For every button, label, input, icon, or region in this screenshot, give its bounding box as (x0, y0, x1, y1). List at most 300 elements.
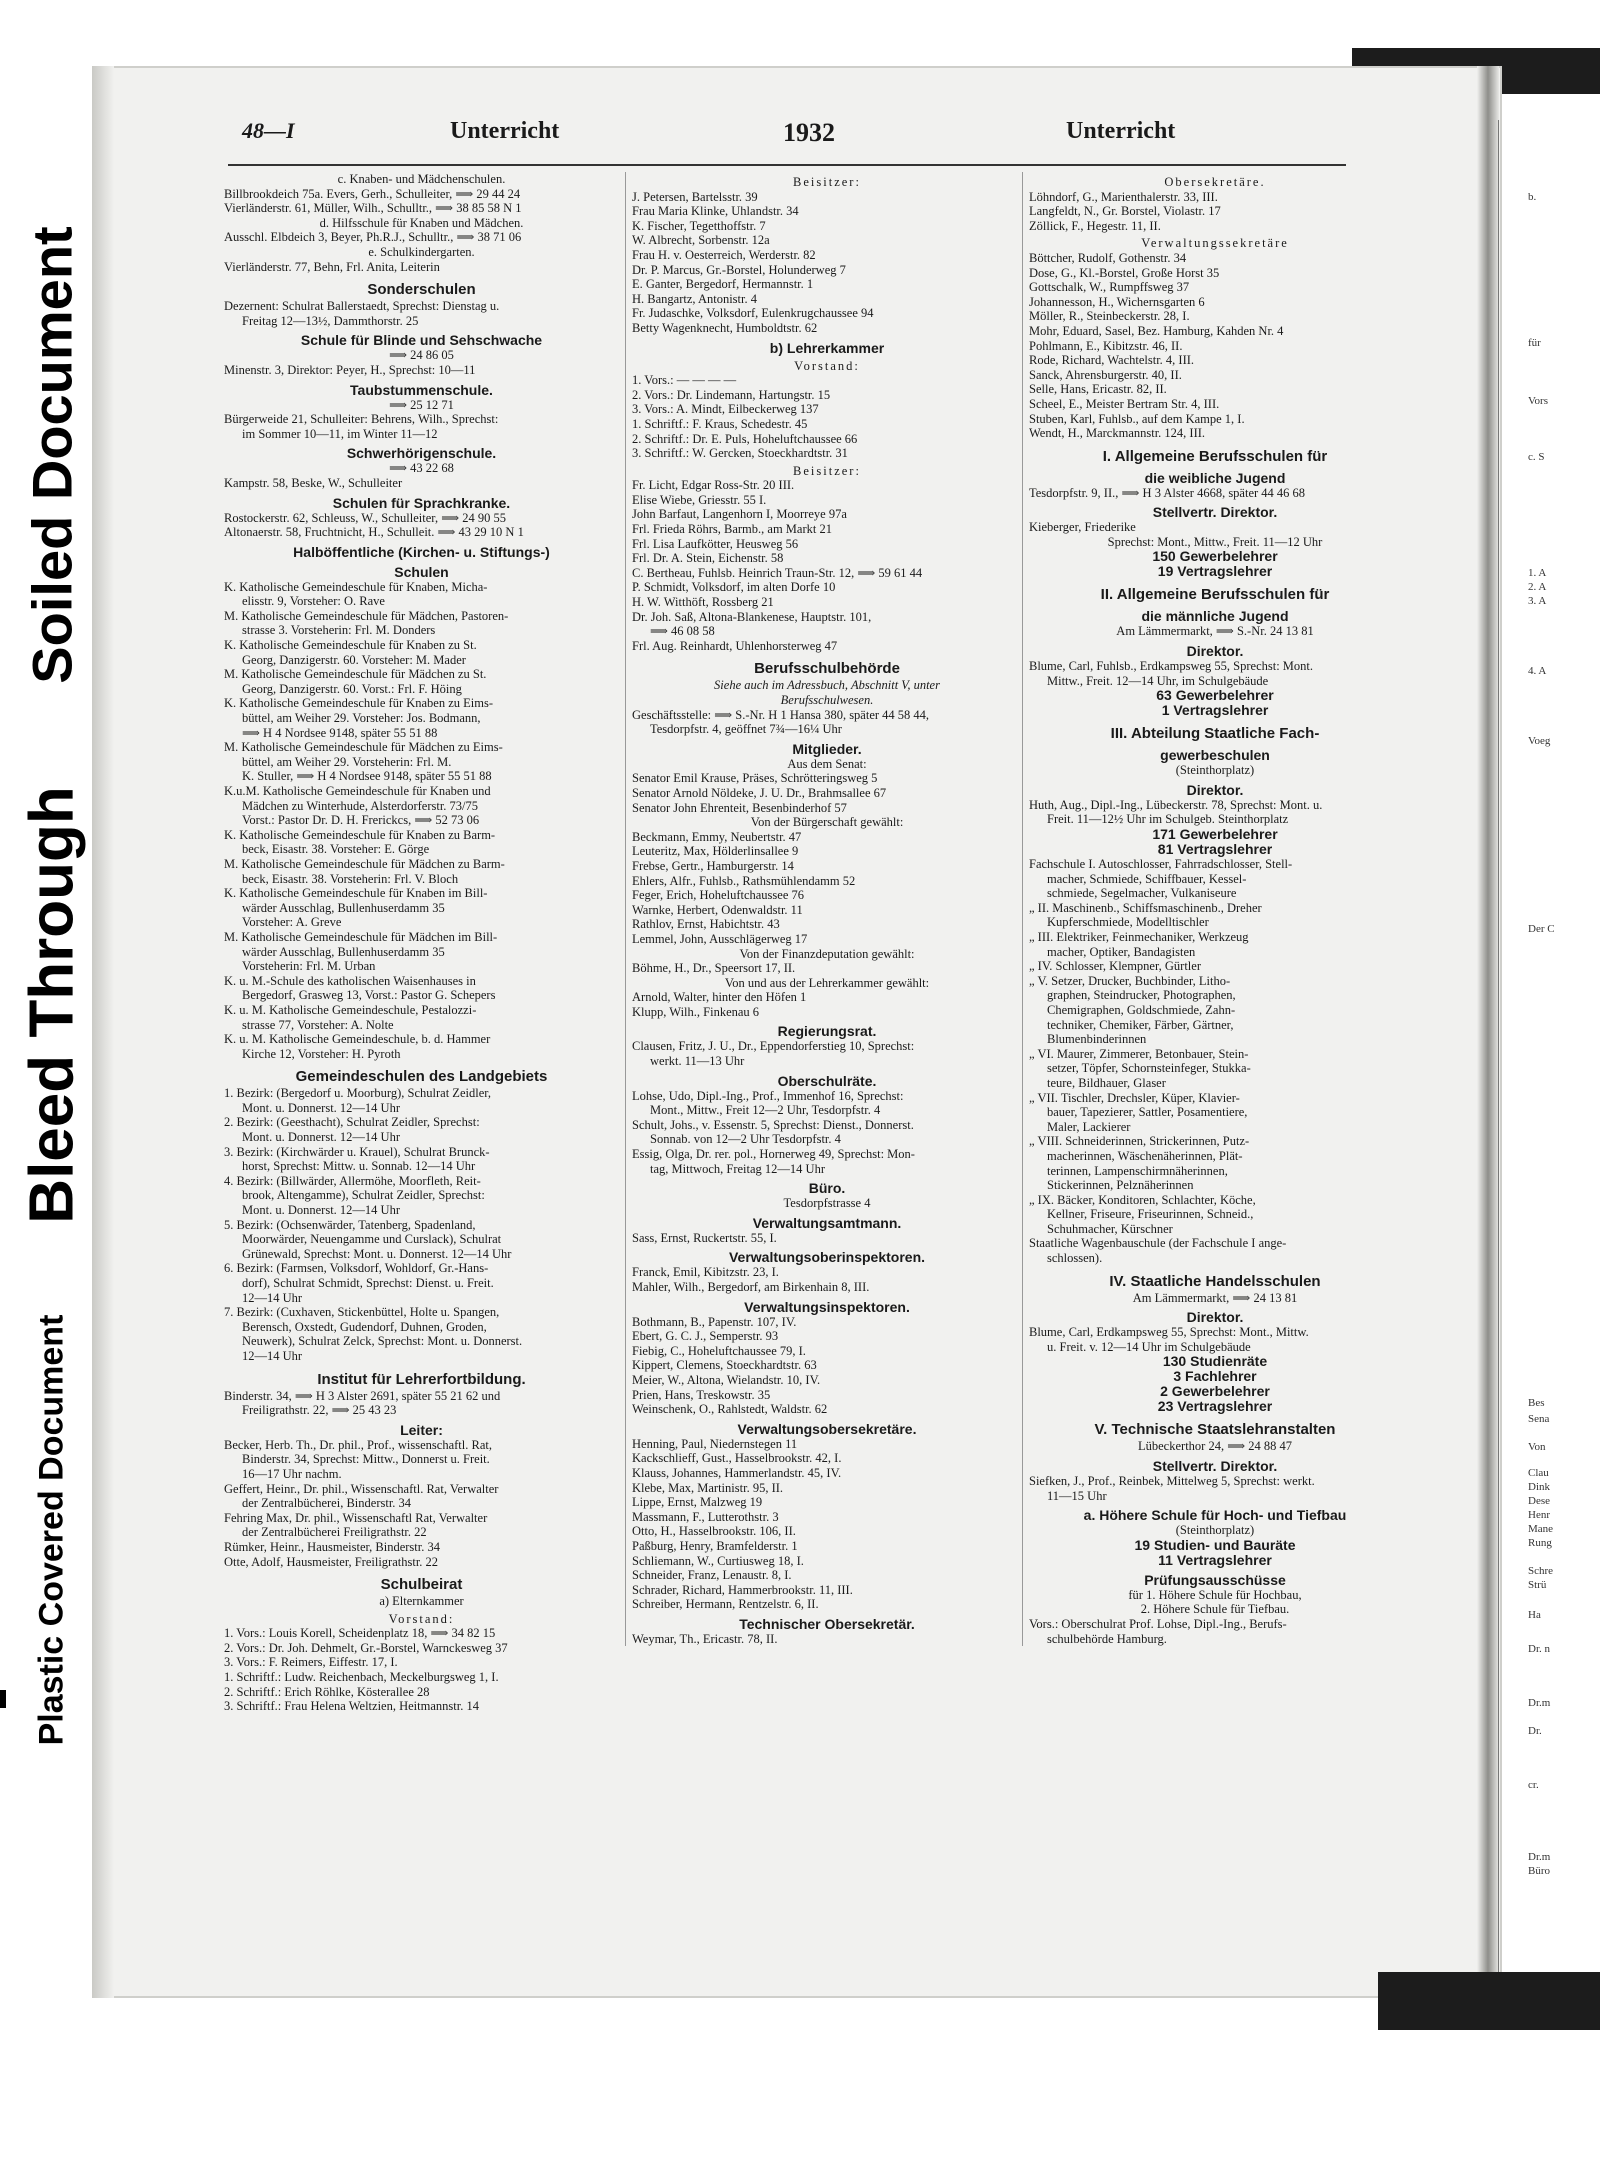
col3-line: Siefken, J., Prof., Reinbek, Mittelweg 5, Sprechst: werkt. (1029, 1474, 1315, 1489)
col1-line: Mont. u. Donnerst. 12—14 Uhr (242, 1203, 400, 1218)
page-fold (1477, 66, 1499, 1998)
col3-line: Lübeckerthor 24, ⟹ 24 88 47 (1138, 1439, 1292, 1454)
col3-line: Kupferschmiede, Modelltischler (1047, 915, 1209, 930)
col2-line: Frl. Aug. Reinhardt, Uhlenhorsterweg 47 (632, 638, 838, 653)
col1-line: 1. Bezirk: (Bergedorf u. Moorburg), Schulrat Zeidler, (224, 1086, 492, 1101)
col3-line: „ IX. Bäcker, Konditoren, Schlachter, Köche, (1029, 1192, 1256, 1207)
col2-line: P. Schmidt, Volksdorf, im alten Dorfe 10 (632, 580, 836, 595)
col2-line: Klauss, Johannes, Hammerlandstr. 45, IV. (632, 1465, 842, 1480)
col3-line: Huth, Aug., Dipl.-Ing., Lübeckerstr. 78, Sprechst: Mont. u. (1029, 797, 1323, 812)
col1-line: der Zentralbücherei, Binderstr. 34 (242, 1496, 412, 1511)
col2-line: Kippert, Clemens, Stoeckhardtstr. 63 (632, 1358, 817, 1373)
col1-line: M. Katholische Gemeindeschule für Mädchen, Pastoren- (224, 608, 509, 623)
col2-line: Vorstand: (794, 358, 860, 373)
plastic-covered-label: Plastic Covered Document (32, 1314, 71, 1746)
facing-page-text: Rung (1528, 1537, 1552, 1549)
col1-line: 3. Vors.: F. Reimers, Eiffestr. 17, I. (224, 1655, 398, 1670)
col3-line: Tesdorpfstr. 9, II., ⟹ H 3 Alster 4668, später 44 46 68 (1029, 485, 1306, 500)
col1-line: Neuwerk), Schulrat Zelck, Sprechst: Mont. u. Donnerst. (242, 1334, 523, 1349)
col1-line: strasse 77, Vorsteher: A. Nolte (242, 1017, 394, 1032)
col2-line: Tesdorpfstr. 4, geöffnet 7¾—16¼ Uhr (650, 722, 842, 737)
facing-page-text: 4. A (1528, 665, 1547, 677)
col2-line: Frl. Lisa Laufkötter, Heusweg 56 (632, 536, 799, 551)
col2-line: C. Bertheau, Fuhlsb. Heinrich Traun-Str. 12, ⟹ 59 61 44 (632, 565, 923, 580)
col3-line: III. Abteilung Staatliche Fach- (1110, 725, 1320, 743)
col3-line: „ VIII. Schneiderinnen, Strickerinnen, Putz- (1029, 1134, 1250, 1149)
col3-line: Rode, Richard, Wachtelstr. 4, III. (1029, 353, 1195, 368)
col2-line: Clausen, Fritz, J. U., Dr., Eppendorferstieg 10, Sprechst: (632, 1039, 915, 1054)
col2-line: Tesdorpfstrasse 4 (783, 1196, 871, 1211)
facing-page-text: Clau (1528, 1467, 1549, 1479)
col1-line: Binderstr. 34, Sprechst: Mittw., Donnerst u. Freit. (242, 1452, 490, 1467)
col3-line: graphen, Steindrucker, Photographen, (1047, 988, 1236, 1003)
col1-line: 1. Schriftf.: Ludw. Reichenbach, Meckelburgsweg 1, I. (224, 1670, 499, 1685)
col3-line: Mittw., Freit. 12—14 Uhr, im Schulgebäude (1047, 673, 1269, 688)
facing-page-text: cr. (1528, 1779, 1539, 1791)
col2-line: Schliemann, W., Curtiusweg 18, I. (632, 1553, 804, 1568)
col2-line: Henning, Paul, Niedernstegen 11 (632, 1436, 798, 1451)
col2-line: Frau H. v. Oesterreich, Werderstr. 82 (632, 247, 816, 262)
page-header (228, 118, 1298, 158)
col1-line: 16—17 Uhr nachm. (242, 1466, 342, 1481)
col1-line: Becker, Herb. Th., Dr. phil., Prof., wissenschaftl. Rat, (224, 1437, 492, 1452)
col2-line: H. W. Witthöft, Rossberg 21 (632, 595, 774, 610)
col1-line: K. u. M. Katholische Gemeindeschule, Pestalozzi- (224, 1002, 477, 1017)
col3-line: Stuben, Karl, Fuhlsb., auf dem Kampe 1, I. (1029, 411, 1245, 426)
col2-line: Otto, H., Hasselbrookstr. 106, II. (632, 1524, 796, 1539)
col3-line: 19 Studien- und Bauräte (1134, 1537, 1296, 1553)
col3-line: die weibliche Jugend (1144, 469, 1286, 486)
col1-line: K. Katholische Gemeindeschule für Knaben zu St. (224, 638, 477, 653)
col1-line: Vorstand: (388, 1611, 455, 1626)
col3-line: macher, Schmiede, Schiffbauer, Kessel- (1047, 871, 1247, 886)
col3-line: Maler, Lackierer (1047, 1119, 1131, 1134)
col3-line: Direktor. (1186, 1309, 1244, 1326)
col2-line: Lohse, Udo, Dipl.-Ing., Prof., Immenhof 16, Sprechst: (632, 1088, 904, 1103)
col1-line: K. u. M. Katholische Gemeindeschule, b. d. Hammer (224, 1032, 491, 1047)
side-labels (0, 0, 105, 1860)
col3-line: a. Höhere Schule für Hoch- und Tiefbau (1083, 1507, 1347, 1524)
col2-line: Lemmel, John, Ausschlägerweg 17 (632, 931, 808, 946)
col1-line: Institut für Lehrerfortbildung. (317, 1370, 526, 1388)
col3-line: „ II. Maschinenb., Schiffsmaschinenb., Dreher (1029, 900, 1262, 915)
col2-line: Ehlers, Alfr., Fuhlsb., Rathsmühlendamm 52 (632, 873, 856, 888)
col3-line: Scheel, E., Meister Bertram Str. 4, III. (1029, 396, 1220, 411)
col3-line: 1 Vertragslehrer (1161, 703, 1269, 719)
facing-page-text: Ha (1528, 1609, 1541, 1621)
col3-line: u. Freit. v. 12—14 Uhr im Schulgebäude (1047, 1339, 1251, 1354)
col1-line: Schulen für Sprachkranke. (332, 494, 511, 511)
col1-line: Georg, Danzigerstr. 60. Vorsteher: M. Mader (242, 652, 466, 667)
col1-line: im Sommer 10—11, im Winter 11—12 (242, 426, 438, 441)
col2-line: Senator Arnold Nöldeke, J. U. Dr., Brahmsallee 67 (632, 785, 887, 800)
col1-line: Fehring Max, Dr. phil., Wissenschaftl Rat, Verwalter (224, 1510, 488, 1525)
facing-page-text: Büro (1528, 1865, 1550, 1877)
col3-line: Kieberger, Friederike (1029, 520, 1136, 535)
col3-line: I. Allgemeine Berufsschulen für (1102, 447, 1328, 465)
col1-line: c. Knaben- und Mädchenschulen. (337, 172, 506, 186)
col1-line: Schulbeirat (380, 1576, 463, 1594)
col3-line: Möller, R., Steinbeckerstr. 28, I. (1029, 309, 1190, 324)
col3-line: 2. Höhere Schule für Tiefbau. (1140, 1602, 1290, 1617)
col1-line: Rostockerstr. 62, Schleuss, W., Schulleiter, ⟹ 24 90 55 (224, 510, 506, 525)
col3-line: Prüfungsausschüsse (1144, 1571, 1286, 1588)
col3-line: Löhndorf, G., Marienthalerstr. 33, III. (1029, 189, 1218, 204)
col2-line: Prien, Hans, Treskowstr. 35 (632, 1387, 771, 1402)
facing-page-text: b. (1528, 191, 1537, 203)
facing-page-text: Dr. (1528, 1725, 1542, 1737)
col3-line: macher, Optiker, Bandagisten (1047, 944, 1196, 959)
col2-line: Aus dem Senat: (787, 756, 867, 771)
col2-line: K. Fischer, Tegetthoffstr. 7 (632, 218, 766, 233)
col2-line: Leuteritz, Max, Hölderlinsallee 9 (632, 844, 799, 859)
col1-line: 5. Bezirk: (Ochsenwärder, Tatenberg, Spadenland, (224, 1217, 476, 1232)
col2-line: Senator John Ehrenteit, Besenbinderhof 57 (632, 800, 847, 815)
col3-line: IV. Staatliche Handelsschulen (1109, 1272, 1321, 1290)
facing-page-text: Vors (1528, 395, 1548, 407)
col2-line: Büro. (808, 1180, 846, 1197)
col3-line: Stellvertr. Direktor. (1152, 504, 1278, 521)
col2-line: Fiebig, C., Hoheluftchaussee 79, I. (632, 1343, 806, 1358)
col3-line: macherinnen, Wäschenäherinnen, Plät- (1047, 1148, 1243, 1163)
col2-line: Paßburg, Henry, Bramfelderstr. 1 (632, 1538, 798, 1553)
col2-line: Lippe, Ernst, Malzweg 19 (632, 1495, 763, 1510)
facing-page-text: Dr.m (1528, 1851, 1551, 1863)
col2-line: Ebert, G. C. J., Semperstr. 93 (632, 1329, 779, 1344)
col2-line: Verwaltungsoberinspektoren. (728, 1249, 926, 1266)
col3-line: Johannesson, H., Wichernsgarten 6 (1029, 294, 1205, 309)
col1-line: Otte, Adolf, Hausmeister, Freiligrathstr. 22 (224, 1554, 439, 1569)
facing-page-text: Der C (1528, 923, 1555, 935)
facing-page-text: Dr. n (1528, 1643, 1550, 1655)
col2-line: Klebe, Max, Martinistr. 95, II. (632, 1480, 784, 1495)
col1-line: Mont. u. Donnerst. 12—14 Uhr (242, 1100, 400, 1115)
col2-line: Dr. Joh. Saß, Altona-Blankenese, Hauptstr. 101, (632, 609, 872, 624)
soiled-document-label: Soiled Document (20, 226, 84, 684)
col1-line: Binderstr. 34, ⟹ H 3 Alster 2691, später 55 21 62 und (224, 1388, 501, 1403)
col1-line: 12—14 Uhr (242, 1290, 303, 1305)
col2-line: Mitglieder. (792, 740, 862, 757)
col2-line: J. Petersen, Bartelsstr. 39 (632, 189, 758, 204)
col3-line: Sprechst: Mont., Mittw., Freit. 11—12 Uhr (1107, 534, 1323, 549)
col3-line: Vors.: Oberschulrat Prof. Lohse, Dipl.-Ing., Berufs- (1029, 1617, 1287, 1631)
header-title-left: Unterricht (450, 118, 560, 144)
col1-line: Moorwärder, Neuengamme und Curslack), Schulrat (242, 1232, 502, 1247)
col3-line: 150 Gewerbelehrer (1152, 549, 1278, 565)
facing-page-text: Strü (1528, 1579, 1547, 1591)
col2-line: Rathlov, Ernst, Habichtstr. 43 (632, 917, 780, 932)
col1-line: Gemeindeschulen des Landgebiets (295, 1068, 548, 1086)
col3-line: Direktor. (1186, 643, 1244, 660)
col2-line: Massmann, F., Lutterothstr. 3 (632, 1509, 779, 1524)
facing-page-text: für (1528, 337, 1541, 349)
facing-page-text: 2. A (1528, 581, 1547, 593)
col2-line: Schrader, Richard, Hammerbrookstr. 11, III. (632, 1582, 853, 1597)
col3-line: Mohr, Eduard, Sasel, Bez. Hamburg, Kahden Nr. 4 (1029, 323, 1284, 338)
col3-line: Freit. 11—12½ Uhr im Schulgeb. Steinthorplatz (1047, 812, 1289, 827)
col1-line: Vierländerstr. 61, Müller, Wilh., Schulltr., ⟹ 38 85 58 N 1 (224, 201, 522, 216)
col1-line: Altonaerstr. 58, Fruchtnicht, H., Schulleit. ⟹ 43 29 10 N 1 (224, 525, 524, 540)
col1-line: der Zentralbücherei Freiligrathstr. 22 (242, 1525, 427, 1540)
col2-line: W. Albrecht, Sorbenstr. 12a (632, 233, 770, 248)
col1-line: Kirche 12, Vorsteher: H. Pyroth (242, 1046, 401, 1061)
col2-line: Technischer Obersekretär. (739, 1615, 915, 1632)
col1-line: horst, Sprechst: Mittw. u. Sonnab. 12—14 Uhr (242, 1159, 476, 1174)
col1-line: K. Katholische Gemeindeschule für Knaben zu Barm- (224, 827, 496, 842)
col3-line: „ VII. Tischler, Drechsler, Küper, Klavier- (1029, 1090, 1240, 1105)
col1-line: 4. Bezirk: (Billwärder, Allermöhe, Moorfleth, Reit- (224, 1173, 481, 1188)
col2-line: Essig, Olga, Dr. rer. pol., Hornerweg 49, Sprechst: Mon- (632, 1147, 915, 1162)
col2-line: Von der Bürgerschaft gewählt: (750, 815, 904, 830)
col2-line: H. Bangartz, Antonistr. 4 (632, 291, 757, 306)
col2-line: Beckmann, Emmy, Neubertstr. 47 (632, 829, 802, 844)
col2-line: 3. Vors.: A. Mindt, Eilbeckerweg 137 (632, 402, 819, 417)
col1-line: M. Katholische Gemeindeschule für Mädchen zu St. (224, 667, 487, 682)
col2-line: Bothmann, B., Papenstr. 107, IV. (632, 1314, 797, 1329)
col3-line: Gottschalk, W., Rumpffsweg 37 (1029, 280, 1190, 295)
col3-line: Blume, Carl, Erdkampsweg 55, Sprechst: Mont., Mittw. (1029, 1325, 1309, 1340)
col2-line: Verwaltungsamtmann. (752, 1214, 902, 1231)
col1-line: Freiligrathstr. 22, ⟹ 25 43 23 (242, 1403, 397, 1418)
col1-line: Sonderschulen (367, 281, 476, 299)
col1-line: Kampstr. 58, Beske, W., Schulleiter (224, 475, 403, 490)
col3-line: Pohlmann, E., Kibitzstr. 46, II. (1029, 338, 1183, 353)
col2-line: Klupp, Wilh., Finkenau 6 (632, 1004, 760, 1019)
col2-line: Frau Maria Klinke, Uhlandstr. 34 (632, 204, 799, 219)
col2-line: Berufsschulbehörde (754, 660, 900, 678)
col1-line: K. Katholische Gemeindeschule für Knaben zu Eims- (224, 696, 494, 711)
col3-line: „ VI. Maurer, Zimmerer, Betonbauer, Stein- (1029, 1046, 1249, 1061)
col1-line: Halböffentliche (Kirchen- u. Stiftungs-) (293, 543, 550, 560)
facing-page-text: c. S (1528, 451, 1545, 463)
col1-line: a) Elternkammer (379, 1594, 464, 1609)
col1-line: Schwerhörigenschule. (346, 445, 497, 462)
col3-line: Direktor. (1186, 781, 1244, 798)
facing-page-text: Henr (1528, 1509, 1550, 1521)
col2-line: Fr. Judaschke, Volksdorf, Eulenkrugchaussee 94 (632, 306, 874, 321)
col1-line: Vorst.: Pastor Dr. D. H. Frerickcs, ⟹ 52 73 06 (242, 813, 480, 828)
col3-line: schulbehörde Hamburg. (1047, 1631, 1167, 1646)
col3-line: 3 Fachlehrer (1173, 1369, 1257, 1385)
col2-line: Beisitzer: (793, 175, 861, 189)
bleed-through-label: Bleed Through (17, 786, 87, 1224)
col2-line: Sonnab. von 12—2 Uhr Tesdorpfstr. 4 (650, 1132, 841, 1147)
col3-line: (Steinthorplatz) (1175, 1523, 1255, 1538)
col1-line: Minenstr. 3, Direktor: Peyer, H., Sprechst: 10—11 (224, 362, 476, 377)
column-right (1022, 172, 1401, 1646)
col3-line: Am Lämmermarkt, ⟹ 24 13 81 (1132, 1290, 1298, 1305)
col1-line: ⟹ 43 22 68 (389, 461, 454, 476)
col2-line: Beisitzer: (793, 463, 861, 478)
col3-line: 81 Vertragslehrer (1157, 842, 1273, 858)
page-number: 48—I (242, 118, 295, 143)
col1-line: Leiter: (400, 1421, 443, 1438)
col3-line: Blume, Carl, Fuhlsb., Erdkampsweg 55, Sprechst: Mont. (1029, 659, 1314, 674)
col1-line: 2. Bezirk: (Geesthacht), Schulrat Zeidler, Sprechst: (224, 1115, 480, 1130)
col1-line: 6. Bezirk: (Farmsen, Volksdorf, Wohldorf, Gr.-Hans- (224, 1261, 489, 1276)
col2-line: Meier, W., Altona, Wielandstr. 10, IV. (632, 1372, 821, 1387)
col1-line: Bürgerweide 21, Schulleiter: Behrens, Wilh., Sprechst: (224, 412, 499, 427)
col3-line: setzer, Töpfer, Schornsteinfeger, Stukka- (1047, 1061, 1251, 1076)
col1-line: Georg, Danzigerstr. 60. Vorst.: Frl. F. Höing (242, 681, 462, 696)
col3-line: teure, Bildhauer, Glaser (1047, 1075, 1166, 1090)
col1-line: 3. Schriftf.: Frau Helena Weltzien, Heitmannstr. 14 (224, 1699, 479, 1714)
col3-line: Schuhmacher, Kürschner (1047, 1221, 1173, 1236)
col2-line: Von und aus der Lehrerkammer gewählt: (724, 975, 930, 990)
col2-line: Warnke, Herbert, Odenwaldstr. 11 (632, 902, 803, 917)
facing-page-edge (1498, 120, 1499, 1980)
col3-line: Verwaltungssekretäre (1141, 236, 1289, 251)
col3-line: Sanck, Ahrensburgerstr. 40, II. (1029, 367, 1182, 382)
col2-line: werkt. 11—13 Uhr (650, 1054, 745, 1069)
col1-line: büttel, am Weiher 29. Vorsteherin: Frl. M. (242, 754, 452, 769)
col2-line: ⟹ 46 08 58 (650, 624, 715, 639)
col2-line: Weymar, Th., Ericastr. 78, II. (632, 1631, 778, 1646)
col2-line: Weinschenk, O., Rahlstedt, Waldstr. 62 (632, 1402, 828, 1417)
col2-line: Feger, Erich, Hoheluftchaussee 76 (632, 888, 805, 903)
col3-line: terinnen, Lampenschirmnäherinnen, (1047, 1163, 1228, 1178)
col2-line: Dr. P. Marcus, Gr.-Borstel, Holunderweg 7 (632, 262, 846, 277)
col3-line: Wendt, H., Marckmannstr. 124, III. (1029, 426, 1206, 441)
column-middle (625, 172, 1022, 1646)
col1-line: wärder Ausschlag, Bullenhuserdamm 35 (242, 944, 445, 959)
col1-line: 1. Vors.: Louis Korell, Scheidenplatz 18, ⟹ 34 82 15 (224, 1626, 496, 1641)
col2-line: 1. Vors.: — — — — (632, 373, 737, 388)
col3-line: 11 Vertragslehrer (1158, 1552, 1272, 1568)
facing-page-text: Voeg (1528, 735, 1551, 747)
col2-line: E. Ganter, Bergedorf, Hermannstr. 1 (632, 277, 814, 292)
col3-line: 63 Gewerbelehrer (1156, 688, 1274, 704)
col1-line: Freitag 12—13½, Dammthorstr. 25 (242, 313, 419, 328)
col2-line: Mont., Mittw., Freit 12—2 Uhr, Tesdorpfstr. 4 (650, 1103, 881, 1118)
col3-line: „ IV. Schlosser, Klempner, Gürtler (1029, 959, 1201, 974)
col1-line: K.u.M. Katholische Gemeindeschule für Knaben und (224, 784, 491, 798)
col2-line: 2. Schriftf.: Dr. E. Puls, Hoheluftchaussee 66 (632, 431, 858, 446)
col3-line: Stellvertr. Direktor. (1152, 1458, 1278, 1475)
col3-line: Chemigraphen, Goldschmiede, Zahn- (1047, 1002, 1236, 1017)
col3-line: „ V. Setzer, Drucker, Buchbinder, Litho- (1029, 973, 1231, 988)
col1-line: M. Katholische Gemeindeschule für Mädchen zu Barm- (224, 856, 505, 871)
col1-line: d. Hilfsschule für Knaben und Mädchen. (319, 215, 524, 230)
col1-line: 7. Bezirk: (Cuxhaven, Stickenbüttel, Holte u. Spangen, (224, 1305, 500, 1320)
col1-line: Mont. u. Donnerst. 12—14 Uhr (242, 1130, 400, 1145)
col1-line: büttel, am Weiher 29. Vorsteher: Jos. Bodmann, (242, 711, 481, 726)
col3-line: die männliche Jugend (1141, 608, 1289, 625)
col2-line: Frl. Dr. A. Stein, Eichenstr. 58 (632, 551, 784, 566)
col2-line: b) Lehrerkammer (769, 339, 885, 356)
col1-line: K. u. M.-Schule des katholischen Waisenhauses in (224, 973, 476, 988)
col2-line: Schreiber, Hermann, Rentzelstr. 6, II. (632, 1597, 819, 1612)
header-year: 1932 (783, 118, 835, 147)
col1-line: Schule für Blinde und Sehschwache (300, 332, 543, 349)
col1-line: Taubstummenschule. (350, 381, 493, 398)
col1-line: Berensch, Oxstedt, Gudendorf, Duhnen, Groden, (242, 1319, 487, 1334)
col3-line: Böttcher, Rudolf, Gothenstr. 34 (1029, 250, 1187, 265)
col3-line: Blumenbinderinnen (1047, 1032, 1147, 1047)
col2-line: Verwaltungsinspektoren. (744, 1298, 910, 1315)
col1-line: beck, Eisastr. 38. Vorsteher: E. Görge (242, 842, 430, 857)
col1-line: elisstr. 9, Vorsteher: O. Rave (242, 594, 385, 609)
col3-line: schlossen). (1047, 1251, 1103, 1266)
left-edge-mark (0, 1690, 6, 1708)
scan-border-bottom (1378, 1972, 1600, 2030)
col1-line: 2. Vors.: Dr. Joh. Dehmelt, Gr.-Borstel, Warnckesweg 37 (224, 1640, 508, 1655)
col3-line: (Steinthorplatz) (1175, 763, 1255, 778)
col1-line: Schulen (394, 563, 449, 580)
col3-line: schmiede, Segelmacher, Vulkaniseure (1047, 886, 1237, 901)
col1-line: Vierländerstr. 77, Behn, Frl. Anita, Leiterin (224, 259, 440, 274)
col1-line: strasse 3. Vorsteherin: Frl. M. Donders (242, 623, 436, 638)
col1-line: Ausschl. Elbdeich 3, Beyer, Ph.R.J., Schulltr., ⟹ 38 71 06 (224, 230, 522, 245)
col1-line: K. Katholische Gemeindeschule für Knaben, Micha- (224, 579, 488, 594)
col2-line: John Barfaut, Langenhorn I, Moorreye 97a (632, 507, 847, 522)
col3-line: 23 Vertragslehrer (1157, 1399, 1273, 1415)
col1-line: Bergedorf, Grasweg 13, Vorst.: Pastor G. Schepers (242, 988, 496, 1003)
col2-line: 2. Vors.: Dr. Lindemann, Hartungstr. 15 (632, 387, 831, 402)
facing-page-text: Dese (1528, 1495, 1550, 1507)
facing-page-fragment (1508, 150, 1600, 1980)
facing-page-text: 3. A (1528, 595, 1547, 607)
col3-line: V. Technische Staatslehranstalten (1094, 1421, 1336, 1439)
col2-line: Oberschulräte. (777, 1072, 877, 1089)
col1-line: Geffert, Heinr., Dr. phil., Wissenschaftl. Rat, Verwalter (224, 1481, 499, 1496)
col1-line: Rümker, Heinr., Hausmeister, Binderstr. 34 (224, 1539, 440, 1554)
col1-line: beck, Eisastr. 38. Vorsteherin: Frl. V. Bloch (242, 871, 459, 886)
col1-line: ⟹ 24 86 05 (389, 348, 454, 363)
col1-line: Dezernent: Schulrat Ballerstaedt, Sprechst: Dienstag u. (224, 299, 500, 314)
col2-line: Berufsschulwesen. (780, 693, 874, 707)
col2-line: Frebse, Gertr., Hamburgerstr. 14 (632, 858, 794, 873)
col2-line: Fr. Licht, Edgar Ross-Str. 20 III. (632, 478, 795, 493)
col3-line: Am Lämmermarkt, ⟹ S.-Nr. 24 13 81 (1116, 624, 1314, 639)
col1-line: ⟹ H 4 Nordsee 9148, später 55 51 88 (242, 725, 438, 740)
col3-line: „ III. Elektriker, Feinmechaniker, Werkzeug (1029, 930, 1249, 944)
facing-page-text: Von (1528, 1441, 1546, 1453)
col3-line: 171 Gewerbelehrer (1152, 827, 1278, 843)
column-left (224, 172, 619, 1714)
col1-line: K. Stuller, ⟹ H 4 Nordsee 9148, später 55 51 88 (242, 769, 492, 784)
facing-page-text: Schre (1528, 1565, 1554, 1577)
facing-page-text: Sena (1528, 1413, 1550, 1425)
col3-line: Kellner, Friseure, Friseurinnen, Schneid., (1047, 1207, 1254, 1222)
col1-line: wärder Ausschlag, Bullenhuserdamm 35 (242, 900, 445, 915)
col3-line: Dose, G., Kl.-Borstel, Große Horst 35 (1029, 265, 1220, 280)
col1-line: K. Katholische Gemeindeschule für Knaben im Bill- (224, 886, 488, 901)
col2-line: Schult, Johs., v. Essenstr. 5, Sprechst: Dienst., Donnerst. (632, 1117, 914, 1132)
facing-page-text: Dink (1528, 1481, 1550, 1493)
col2-line: Elise Wiebe, Griesstr. 55 I. (632, 492, 767, 507)
col2-line: Regierungsrat. (777, 1023, 877, 1040)
col3-line: Obersekretäre. (1164, 175, 1266, 189)
col2-line: Verwaltungsobersekretäre. (737, 1420, 917, 1437)
col1-line: 2. Schriftf.: Erich Röhlke, Kösterallee 28 (224, 1684, 430, 1699)
col3-line: Fachschule I. Autoschlosser, Fahrradschlosser, Stell- (1029, 857, 1293, 872)
col2-line: 3. Schriftf.: W. Gercken, Stoeckhardtstr. 31 (632, 446, 848, 461)
col3-line: 130 Studienräte (1162, 1354, 1268, 1370)
col2-line: Franck, Emil, Kibitzstr. 23, I. (632, 1265, 779, 1280)
col1-line: 3. Bezirk: (Kirchwärder u. Krauel), Schulrat Brunck- (224, 1144, 490, 1159)
col1-line: Mädchen zu Winterhude, Alsterdorferstr. 73/75 (242, 798, 479, 813)
col3-line: für 1. Höhere Schule für Hochbau, (1128, 1587, 1302, 1602)
col3-line: Stickerinnen, Pelznäherinnen (1047, 1178, 1194, 1193)
col3-line: 11—15 Uhr (1047, 1488, 1107, 1503)
col1-line: dorf), Schulrat Schmidt, Sprechst: Dienst. u. Freit. (242, 1276, 494, 1290)
col3-line: II. Allgemeine Berufsschulen für (1100, 586, 1330, 604)
facing-page-text: 1. A (1528, 567, 1547, 579)
col1-line: Billbrookdeich 75a. Evers, Gerh., Schulleiter, ⟹ 29 44 24 (224, 186, 521, 201)
col3-line: techniker, Chemiker, Färber, Gärtner, (1047, 1017, 1234, 1032)
col1-line: ⟹ 25 12 71 (389, 397, 454, 412)
